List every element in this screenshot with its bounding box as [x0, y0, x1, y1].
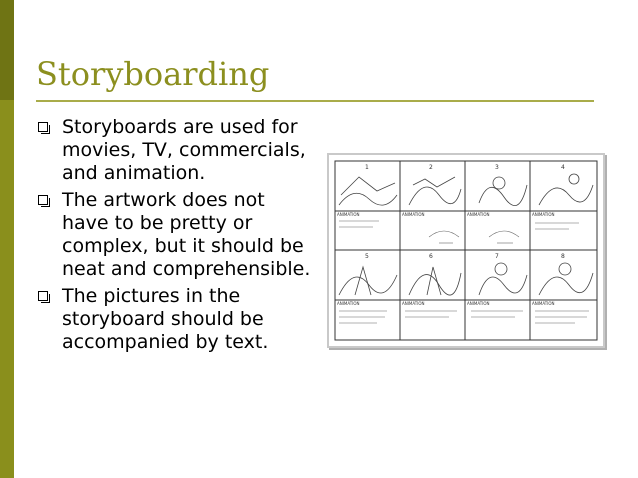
frame-number: 1	[365, 164, 369, 171]
frame-number: 2	[429, 164, 433, 171]
left-accent-bar-top	[0, 0, 14, 100]
panel-label: ANIMATION	[532, 212, 555, 217]
storyboard-sketch	[329, 155, 603, 346]
frame-number: 6	[429, 253, 433, 260]
bullet-list	[38, 116, 313, 358]
square-bullet-icon	[38, 291, 48, 301]
panel-label: ANIMATION	[402, 212, 425, 217]
square-bullet-icon	[38, 122, 48, 132]
frame-number: 7	[495, 253, 499, 260]
slide-title: Storyboarding	[36, 55, 270, 93]
frame-number: 3	[495, 164, 499, 171]
panel-label: ANIMATION	[337, 212, 360, 217]
bullet-item	[38, 285, 313, 354]
panel-label: ANIMATION	[532, 301, 555, 306]
bullet-text: The artwork does not have to be pretty or complex, but it should be neat and comprehensible.	[62, 189, 311, 280]
title-divider	[36, 100, 594, 102]
storyboard-image	[327, 153, 605, 348]
frame-number: 5	[365, 253, 369, 260]
bullet-item	[38, 116, 313, 185]
bullet-text: The pictures in the storyboard should be accompanied by text.	[62, 285, 269, 353]
panel-label: ANIMATION	[467, 212, 490, 217]
square-bullet-icon	[38, 195, 48, 205]
panel-label: ANIMATION	[337, 301, 360, 306]
panel-label: ANIMATION	[467, 301, 490, 306]
bullet-item	[38, 189, 313, 281]
frame-number: 4	[561, 164, 565, 171]
frame-number: 8	[561, 253, 565, 260]
bullet-text: Storyboards are used for movies, TV, commercials, and animation.	[62, 116, 306, 184]
panel-label: ANIMATION	[402, 301, 425, 306]
